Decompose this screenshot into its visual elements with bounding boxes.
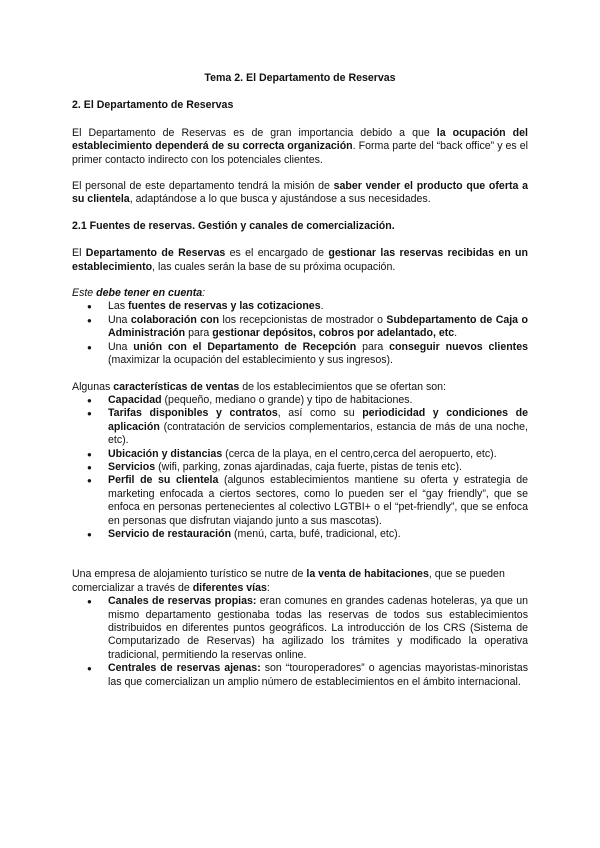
list-item <box>108 595 528 662</box>
bold-text: unión con el Departamento de Recepción <box>133 340 357 353</box>
bold-text: Departamento de Reservas <box>85 247 226 260</box>
list-item <box>108 300 528 313</box>
list-item <box>108 662 528 689</box>
features-list <box>72 394 528 541</box>
text: (menú, carta, bufé, tradicional, etc). <box>231 527 401 540</box>
bold-text: conseguir nuevos clientes <box>389 340 528 353</box>
text: es el encargado de <box>225 247 329 260</box>
bold-text: la ocupación del establecimiento dependerá de su correcta organización <box>72 126 528 153</box>
bold-text: colaboración con <box>130 313 220 326</box>
bold-text: Ubicación y distancias <box>108 447 223 460</box>
bold-text: la venta de habitaciones <box>306 568 429 581</box>
bold-text: diferentes vías <box>192 581 267 594</box>
text: Una <box>108 340 134 353</box>
text: : <box>202 287 206 300</box>
text: Una <box>108 313 131 326</box>
text: Las <box>108 300 129 313</box>
list-item <box>108 314 528 341</box>
bold-text: Servicios <box>108 460 156 473</box>
bold-text: fuentes de reservas y las cotizaciones <box>128 300 321 313</box>
text: (algunos establecimientos mantiene su oferta y estrategia de marketing enfocada a ciertos sectores, como lo pueden ser el “gay friendly”, que se enfoca en personas pertenecientes al colectivo LGTBI+ o el “pet-friendly”, que se enfoca en personas que disfrutan viajando junto a sus mascotas). <box>108 474 528 527</box>
text: Una empresa de alojamiento turístico se nutre de <box>72 568 307 581</box>
text: , así como su <box>277 407 363 420</box>
must-consider-list <box>72 300 528 367</box>
text: los recepcionistas de mostrador o <box>219 313 387 326</box>
text: . <box>454 327 458 340</box>
text: , que se pueden comercializar a través de <box>72 568 505 594</box>
list-item <box>108 474 528 528</box>
text: El personal de este departamento tendrá la misión de <box>72 180 334 193</box>
bold-text: periodicidad y condiciones de aplicación <box>108 407 528 433</box>
text: El <box>72 247 86 260</box>
text: (maximizar la ocupación del establecimiento y sus ingresos). <box>108 354 393 367</box>
list-item <box>108 528 528 541</box>
paragraph-mission <box>72 180 528 207</box>
text: (cerca de la playa, en el centro,cerca del aeropuerto, etc). <box>222 447 497 460</box>
text: Algunas <box>72 380 114 393</box>
channels-intro <box>72 568 528 595</box>
text: . Forma parte del “back office” y es el primer contacto indirecto con los potenciales clientes. <box>72 140 528 166</box>
text: (wifi, parking, zonas ajardinadas, caja fuerte, pistas de tenis etc). <box>155 460 462 473</box>
section-heading: 2. El Departamento de Reservas <box>72 99 234 112</box>
text: para <box>356 340 390 353</box>
bold-text: Capacidad <box>108 393 162 406</box>
text: para <box>185 327 213 340</box>
list-item <box>108 461 528 474</box>
channels-list <box>72 595 528 689</box>
text: , adaptándose a lo que busca y ajustándose a sus necesidades. <box>129 193 431 206</box>
text: El Departamento de Reservas es de gran importancia debido a que <box>72 126 437 139</box>
bold-text: Tarifas disponibles y contratos <box>108 407 278 420</box>
paragraph-importance <box>72 127 528 167</box>
paragraph-department-role <box>72 247 528 274</box>
list-item <box>108 407 528 447</box>
text: de los establecimientos que se ofertan son: <box>239 380 446 393</box>
text: son “touroperadores” o agencias mayoristas-minoristas las que comercializan un amplio número de establecimientos en el ámbito internacional. <box>108 662 528 688</box>
features-intro <box>72 381 528 394</box>
list-item <box>108 394 528 407</box>
bold-text: Servicio de restauración <box>108 527 232 540</box>
text: . <box>320 300 324 313</box>
text: (contratación de servicios complementarios, estancia de más de una noche, etc). <box>108 420 528 447</box>
list-item <box>108 448 528 461</box>
bold-text: Centrales de reservas ajenas: <box>108 662 261 675</box>
bold-text: Subdepartamento de Caja o Administración <box>108 313 528 340</box>
spacer <box>72 554 528 568</box>
text: : <box>266 581 270 594</box>
text: (pequeño, mediano o grande) y tipo de habitaciones. <box>161 393 413 406</box>
bold-text: saber vender el producto que oferta a su clientela <box>72 180 528 206</box>
bold-text: características de ventas <box>113 380 240 393</box>
text: Este <box>72 287 97 300</box>
bold-text: debe tener en cuenta <box>96 287 203 300</box>
bold-text: Canales de reservas propias: <box>108 595 257 608</box>
bold-text: Perfil de su clientela <box>108 474 219 487</box>
must-consider-intro <box>72 287 528 300</box>
bold-text: gestionar las reservas recibidas en un establecimiento <box>72 247 529 273</box>
text: eran comunes en grandes cadenas hoteleras, ya que un mismo departamento gestionaba todas las reservas de todos sus establecimientos distribuidos en diferentes puntos geográficos. La introducción de los CRS (Sistema de Computarizado de Reservas) ha agilizado los trámites y modificado la operativa tradicional, permitiendo la reservas online. <box>108 595 528 661</box>
document-title: Tema 2. El Departamento de Reservas <box>204 72 396 84</box>
list-item <box>108 341 528 368</box>
bold-text: gestionar depósitos, cobros por adelantado, etc <box>212 327 455 340</box>
text: , las cuales serán la base de su próxima ocupación. <box>152 260 396 273</box>
subsection-heading: 2.1 Fuentes de reservas. Gestión y canales de comercialización. <box>72 219 395 232</box>
